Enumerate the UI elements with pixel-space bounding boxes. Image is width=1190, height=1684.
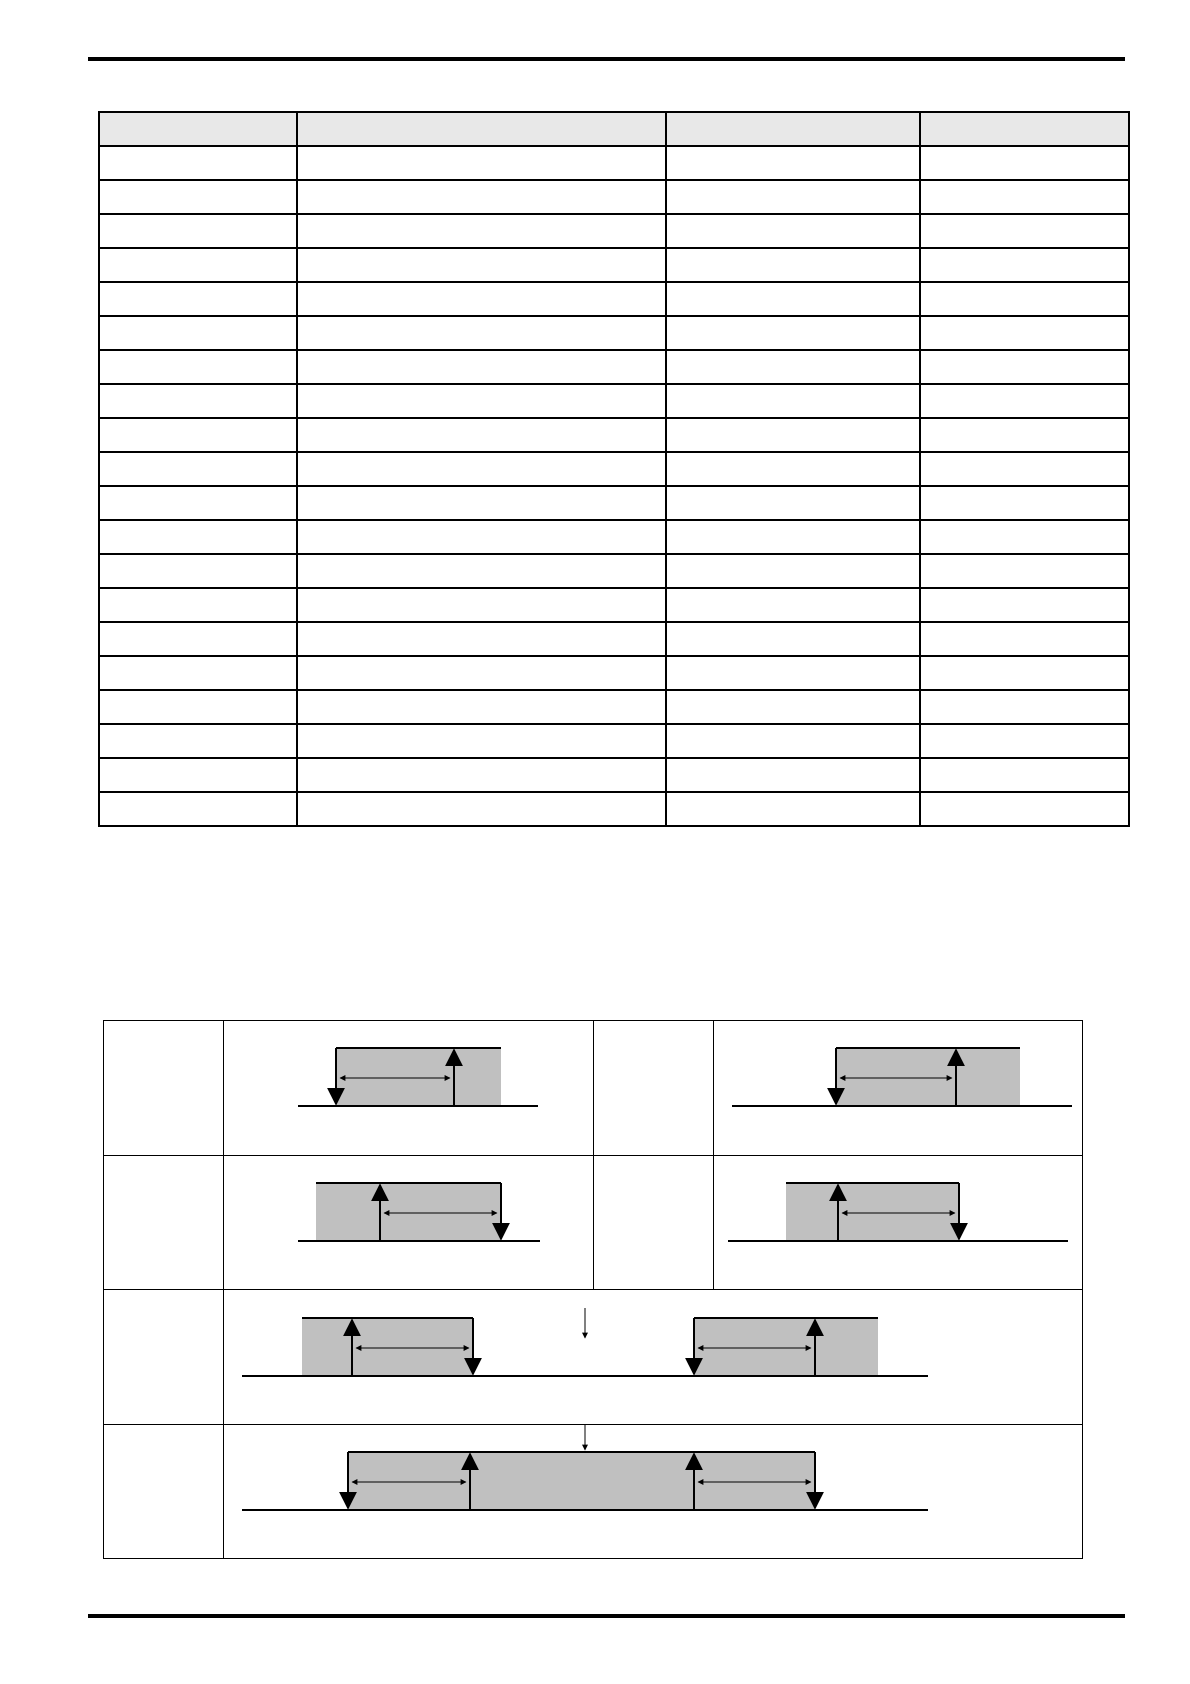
waveform-panel-c bbox=[298, 1183, 540, 1241]
waveform-panel-a bbox=[298, 1048, 538, 1106]
footer-rule bbox=[88, 1614, 1125, 1618]
waveform-panel-d bbox=[728, 1183, 1068, 1241]
waveform-panel-f bbox=[242, 1425, 928, 1510]
waveform-panel-e bbox=[242, 1308, 928, 1376]
waveform-panel-b bbox=[732, 1048, 1072, 1106]
